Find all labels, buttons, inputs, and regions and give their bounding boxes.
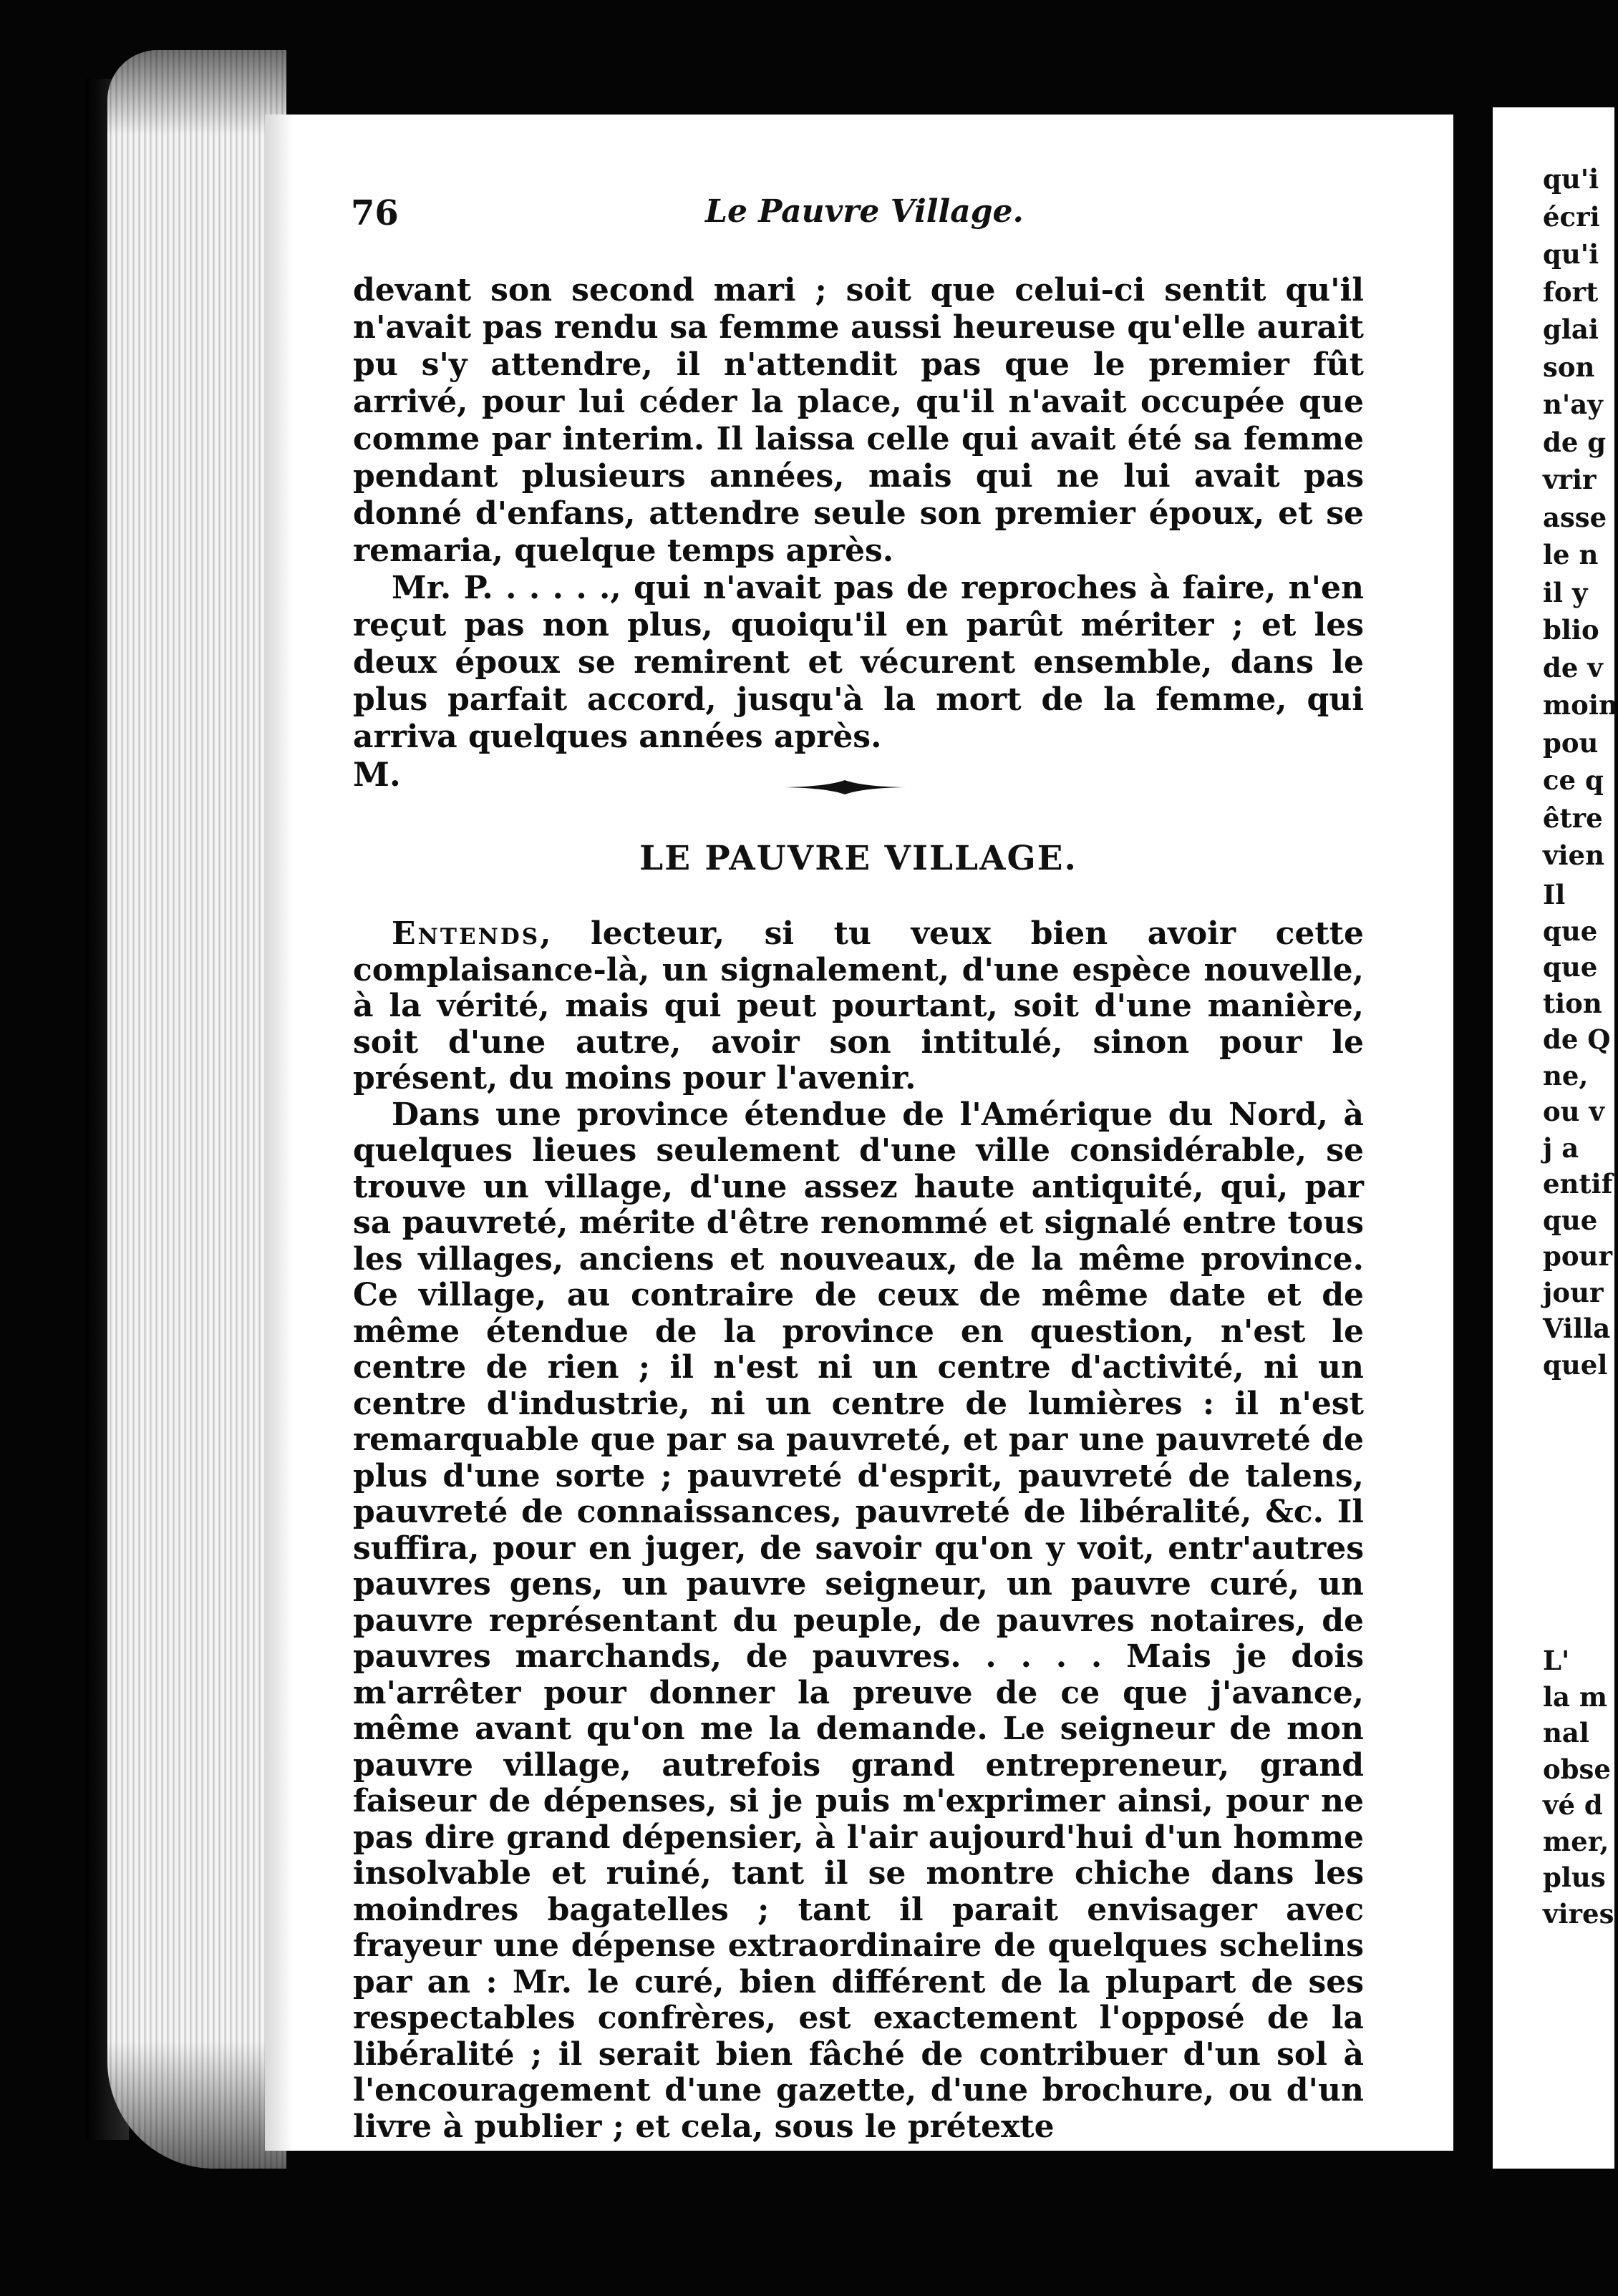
facing-page-fragment: Villa [1543,1313,1611,1344]
facing-page-fragment: vires [1543,1897,1614,1930]
article-body [353,916,1364,2145]
lead-word: Entends [392,915,541,952]
page-number: 76 [351,193,399,233]
facing-page-fragment: être [1543,802,1603,834]
page-edges [107,50,286,2169]
paragraph-text: , lecteur, si tu veux bien avoir cette complaisance-là, un signalement, d'une espèce nouvelle, à la vérité, mais qui peut pourtant, soit d'une manière, soit d'une autre, avoir son intitulé, sinon pour le présent, du moins pour l'avenir. [353,915,1364,1096]
previous-article-ending [353,272,1364,793]
facing-page-fragment: jour [1543,1276,1604,1308]
facing-page-fragment: L' [1543,1645,1570,1676]
facing-page-fragment: de Q [1543,1023,1611,1055]
facing-page-fragment: nal [1543,1717,1589,1748]
ornament-divider [784,779,906,796]
facing-page-fragment: ne, [1543,1059,1589,1091]
author-signature: M. [353,755,401,794]
paragraph [353,916,1364,1097]
facing-page-fragment: ce q [1543,764,1604,796]
facing-page-fragment: asse [1543,501,1607,533]
facing-page-fragment: vrir [1543,464,1597,495]
facing-page-fragment: n'ay [1543,389,1603,420]
facing-page-fragment: que [1543,951,1598,983]
facing-page-fragment: quel [1543,1348,1608,1381]
facing-page-fragment: que [1543,1204,1598,1236]
facing-page-fragment: blio [1543,614,1599,646]
facing-page-fragment: la m [1543,1680,1608,1713]
facing-page-fragment: j a [1543,1132,1579,1164]
article-title: LE PAUVRE VILLAGE. [639,839,1077,878]
facing-page-fragment: plus [1543,1862,1606,1893]
facing-page-fragment: tion [1543,987,1602,1019]
paragraph: devant son second mari ; soit que celui-ci sentit qu'il n'avait pas rendu sa femme aussi heureuse qu'elle aurait pu s'y attendre, il n'attendit pas que le premier fût arrivé, pour lui céder la place, qu'il n'avait occupée que comme par interim. Il laissa celle qui avait été sa femme pendant plusieurs années, mais qui ne lui avait pas donné d'enfans, attendre seule son premier époux, et se remaria, quelque temps après. [353,272,1364,569]
facing-page-fragment: vé d [1543,1789,1603,1821]
facing-page-fragment: de v [1543,651,1603,684]
facing-page-fragment: qu'i [1543,238,1599,270]
facing-page-fragment: glai [1543,313,1599,345]
facing-page-fragment: mer, [1543,1825,1609,1857]
facing-page-fragment: fort [1543,276,1599,308]
running-title: Le Pauvre Village. [705,193,1024,230]
paragraph: Dans une province étendue de l'Amérique du Nord, à quelques lieues seulement d'une ville considérable, se trouve un village, d'une assez haute antiquité, qui, par sa pauvreté, mérite d'être renommé et signalé entre tous les villages, anciens et nouveaux, de la même province. Ce village, au contraire de ceux de même date et de même étendue de la province en question, n'est le centre de rien ; il n'est ni un centre d'activité, ni un centre d'industrie, ni un centre de lumières : il n'est remarquable que par sa pauvreté, et par une pauvreté de plus d'une sorte ; pauvreté d'esprit, pauvreté de talens, pauvreté de connaissances, pauvreté de libéralité, &c. Il suffira, pour en juger, de savoir qu'on y voit, entr'autres pauvres gens, un pauvre seigneur, un pauvre curé, un pauvre représentant du peuple, de pauvres notaires, de pauvres marchands, de pauvres. . . . . Mais je dois m'arrêter pour donner la preuve de ce que j'avance, même avant qu'on me la demande. Le seigneur de mon pauvre village, autrefois grand entrepreneur, grand faiseur de dépenses, si je puis m'exprimer ainsi, pour ne pas dire grand dépensier, à l'air aujourd'hui d'un homme insolvable et ruiné, tant il se montre chiche dans les moindres bagatelles ; tant il parait envisager avec frayeur une dépense extraordinaire de quelques schelins par an : Mr. le curé, bien différent de la plupart de ses respectables confrères, est exactement l'opposé de la libéralité ; il serait bien fâché de contribuer d'un sol à l'encouragement d'une gazette, d'une brochure, ou d'un livre à publier ; et cela, sous le prétexte [353,1096,1364,2145]
facing-page-fragment: pour [1543,1240,1612,1272]
facing-page-fragment: le n [1543,539,1599,570]
facing-page-fragment: obse [1543,1753,1611,1785]
facing-page-fragment: que [1543,915,1598,947]
facing-page-fragment: il y [1543,576,1588,608]
facing-page-fragment: de g [1543,426,1607,458]
facing-page [1493,107,1618,2169]
facing-page-fragment: écri [1543,200,1600,233]
facing-page-fragment: son [1543,351,1595,383]
facing-page-fragment: ou v [1543,1096,1604,1127]
facing-page-fragment: pou [1543,726,1599,759]
facing-page-fragment: qu'i [1543,163,1599,195]
facing-page-fragment: moin [1543,689,1618,721]
page-header [344,193,1403,236]
facing-page-fragment: Il [1543,879,1566,910]
facing-page-fragment: vien [1543,840,1604,871]
facing-page-fragment: entif [1543,1168,1613,1200]
paragraph: Mr. P. . . . . ., qui n'avait pas de reproches à faire, n'en reçut pas non plus, quoiqu'il en parût mériter ; et les deux époux se remirent et vécurent ensemble, dans le plus parfait accord, jusqu'à la mort de la femme, qui arriva quelques années après. [353,570,1364,755]
